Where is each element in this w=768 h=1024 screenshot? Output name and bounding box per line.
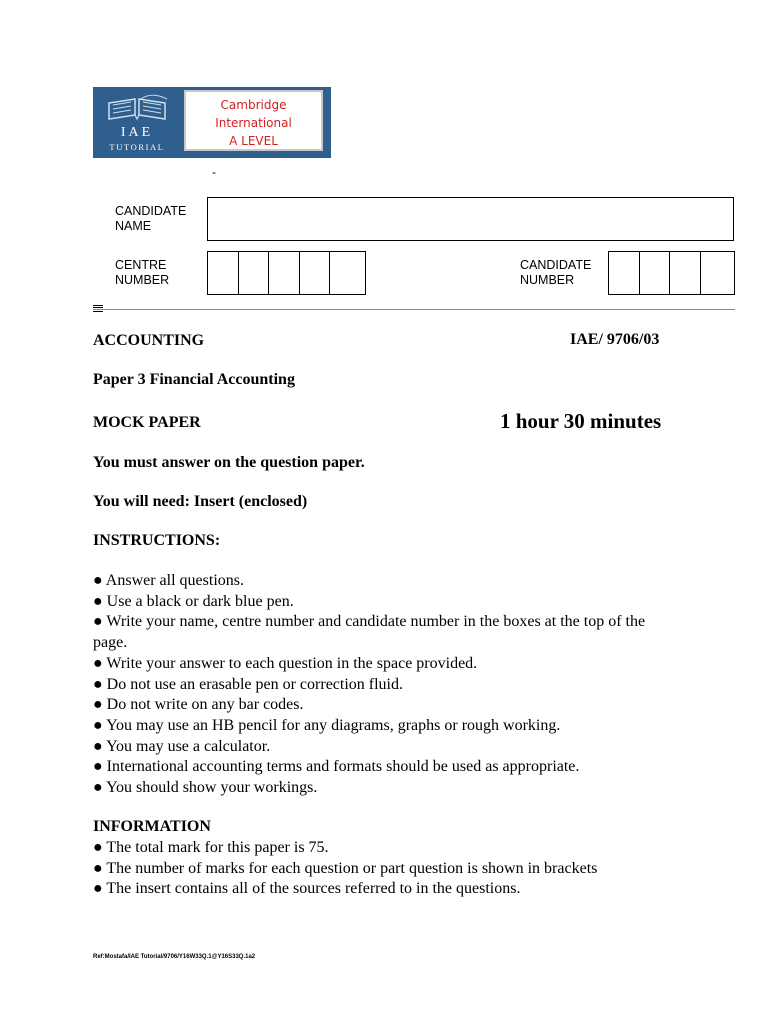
candidate-number-digit[interactable]: [609, 252, 640, 294]
centre-number-label-line-1: CENTRE: [115, 258, 167, 272]
centre-number-field[interactable]: [207, 251, 366, 295]
list-item: ● You may use an HB pencil for any diagrams, graphs or rough working.: [93, 716, 561, 734]
list-item: ● You may use a calculator.: [93, 737, 271, 755]
list-item: ● Use a black or dark blue pen.: [93, 592, 294, 610]
candidate-name-label: [115, 204, 186, 234]
centre-number-digit[interactable]: [300, 252, 331, 294]
list-item: ● Answer all questions.: [93, 572, 244, 589]
centre-number-label-line-2: NUMBER: [115, 273, 170, 287]
list-item: ● Write your name, centre number and candidate number in the boxes at the top of the page.: [93, 613, 646, 652]
list-item: ● Do not use an erasable pen or correction fluid.: [93, 675, 403, 693]
centre-number-label: [115, 258, 169, 288]
information-heading: INFORMATION: [93, 818, 211, 835]
list-item: ● Write your answer to each question in the space provided.: [93, 654, 478, 672]
divider-line: [93, 309, 735, 310]
logo-line-1: Cambridge: [220, 98, 287, 112]
centre-number-digit[interactable]: [239, 252, 270, 294]
subject-title: ACCOUNTING: [93, 332, 205, 349]
logo-line-3: A LEVEL: [229, 134, 278, 148]
dash-mark: -: [212, 165, 216, 179]
centre-number-digit[interactable]: [208, 252, 239, 294]
instructions-list: [93, 571, 683, 799]
list-item: ● You should show your workings.: [93, 779, 318, 797]
paper-type: MOCK PAPER: [93, 414, 201, 431]
candidate-name-field[interactable]: [207, 197, 734, 241]
logo-line-2: International: [215, 116, 292, 130]
candidate-number-digit[interactable]: [670, 252, 701, 294]
materials-note: You will need: Insert (enclosed): [93, 493, 308, 510]
iae-logo: [93, 87, 331, 158]
instructions-heading: INSTRUCTIONS:: [93, 532, 221, 549]
list-item: ● The total mark for this paper is 75.: [93, 839, 329, 856]
candidate-number-digit[interactable]: [640, 252, 671, 294]
candidate-number-label: [520, 258, 591, 288]
candidate-number-digit[interactable]: [701, 252, 734, 294]
list-item: ● International accounting terms and formats should be used as appropriate.: [93, 758, 580, 776]
candidate-number-label-line-2: NUMBER: [520, 273, 575, 287]
logo-qualification-panel: [181, 87, 331, 158]
footer-reference: Ref:Mostafa/IAE Tutorial/9706/Y16W33Q.1@Y16S33Q.1a2: [93, 954, 256, 960]
candidate-number-label-line-1: CANDIDATE: [520, 258, 592, 272]
logo-brand-sub: TUTORIAL: [109, 142, 165, 152]
candidate-name-label-line-1: CANDIDATE: [115, 204, 187, 218]
information-list: [93, 838, 713, 900]
candidate-number-field[interactable]: [608, 251, 735, 295]
centre-number-digit[interactable]: [269, 252, 300, 294]
logo-brand: IAE: [120, 125, 154, 140]
candidate-name-label-line-2: NAME: [115, 219, 152, 233]
answer-note: You must answer on the question paper.: [93, 454, 365, 471]
logo-qualification-box: [184, 90, 323, 151]
paper-title: Paper 3 Financial Accounting: [93, 371, 295, 388]
list-item: ● Do not write on any bar codes.: [93, 696, 304, 714]
logo-emblem: [93, 87, 181, 158]
list-item: ● The number of marks for each question or part question is shown in brackets: [93, 859, 598, 877]
centre-number-digit[interactable]: [330, 252, 365, 294]
open-book-icon: [105, 93, 169, 125]
list-item: ● The insert contains all of the sources referred to in the questions.: [93, 880, 521, 898]
paper-code: IAE/ 9706/03: [570, 331, 660, 348]
exam-duration: 1 hour 30 minutes: [500, 409, 662, 433]
